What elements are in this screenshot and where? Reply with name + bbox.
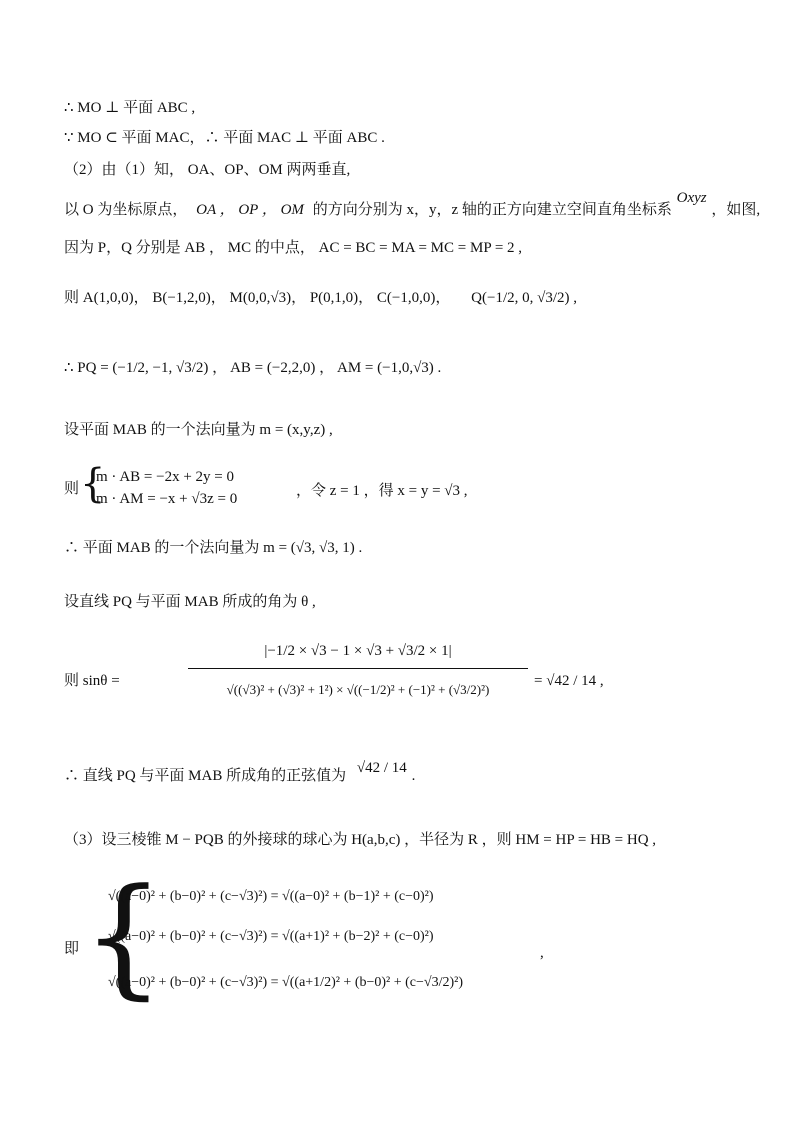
sine-fraction — [188, 640, 528, 701]
text-sys-prefix: 即 — [64, 941, 80, 957]
text-line-14: （3）设三棱锥 M − PQB 的外接球的球心为 H(a,b,c) ，半径为 R ，则 HM = HP = HB = HQ , — [64, 832, 657, 848]
text-line-4c: 的方向分别为 x，y，z 轴的正方向建立空间直角坐标系 — [312, 202, 672, 218]
text-line-8: 设平面 MAB 的一个法向量为 m = (x,y,z) , — [64, 422, 333, 438]
text-line-9c: ，令 z = 1 ，得 x = y = √3 , — [296, 483, 468, 499]
text-sys-3: √((a−0)² + (b−0)² + (c−√3)²) = √((a+1/2)² + (b−0)² + (c−√3/2)²) — [108, 975, 463, 990]
text-line-3: （2）由（1）知， OA、OP、OM 两两垂直, — [64, 162, 351, 178]
text-line-9b: m · AM = −x + √3z = 0 — [96, 491, 238, 507]
line-sine-conclusion — [64, 760, 416, 787]
system-brace: { — [80, 461, 106, 507]
text-sys-1: √((a−0)² + (b−0)² + (c−√3)²) = √((a−0)² + (b−1)² + (c−0)²) — [108, 889, 434, 904]
line-coordinate-setup — [64, 190, 761, 221]
sphere-system-brace: { — [82, 860, 165, 1012]
line-part3-intro — [64, 828, 656, 851]
text-line-1: ∴ MO ⊥ 平面 ABC , — [64, 100, 196, 116]
text-line-9-prefix: 则 — [64, 481, 80, 497]
sine-denominator: √((√3)² + (√3)² + 1²) × √((−1/2)² + (−1)² + (√3/2)²) — [226, 682, 490, 697]
text-line-4d: Oxyz — [676, 190, 707, 206]
line-normal-vector-setup — [64, 418, 333, 441]
text-line-11: 设直线 PQ 与平面 MAB 所成的角为 θ , — [64, 594, 316, 610]
line-angle-setup — [64, 590, 316, 613]
line-part2-intro — [64, 158, 350, 181]
text-line-12-result: = √42 / 14 , — [534, 673, 604, 689]
text-line-6: 则 A(1,0,0)， B(−1,2,0)， M(0,0,√3)， P(0,1,0)， C(−1,0,0)， — [64, 290, 451, 306]
line-plane-perp — [64, 126, 385, 149]
text-line-4b: OA ， OP ， OM — [196, 202, 304, 218]
line-conclusion-mo-perp — [64, 96, 195, 119]
text-line-4e: ，如图, — [711, 202, 761, 218]
text-line-2: ∵ MO ⊂ 平面 MAC，∴ 平面 MAC ⊥ 平面 ABC . — [64, 130, 385, 146]
text-line-4a: 以 O 为坐标原点， — [64, 202, 188, 218]
sine-numerator: |−1/2 × √3 − 1 × √3 + √3/2 × 1| — [188, 640, 528, 669]
text-line-10: ∴ 平面 MAB 的一个法向量为 m = (√3, √3, 1) . — [64, 540, 363, 556]
line-midpoints — [64, 236, 522, 259]
text-line-12-prefix: 则 sinθ = — [64, 673, 120, 689]
text-line-7: ∴ PQ = (−1/2, −1, √3/2) ， AB = (−2,2,0) ， AM = (−1,0,√3) . — [64, 360, 442, 376]
line-coordinates — [64, 286, 577, 309]
text-line-13: ∴ 直线 PQ 与平面 MAB 所成角的正弦值为 — [64, 768, 347, 784]
text-line-13-period: . — [411, 768, 416, 784]
text-sys-2: √((a−0)² + (b−0)² + (c−√3)²) = √((a+1)² + (b−2)² + (c−0)²) — [108, 929, 434, 944]
text-line-6q: Q(−1/2, 0, √3/2) , — [471, 290, 578, 306]
text-line-13-value: √42 / 14 — [356, 760, 407, 776]
text-sys-end: , — [540, 945, 544, 961]
line-normal-vector-result — [64, 536, 362, 559]
text-line-5: 因为 P，Q 分别是 AB ， MC 的中点， AC = BC = MA = MC = MP = 2 , — [64, 240, 523, 256]
text-line-9a: m · AB = −2x + 2y = 0 — [96, 469, 235, 485]
line-vectors — [64, 356, 441, 379]
